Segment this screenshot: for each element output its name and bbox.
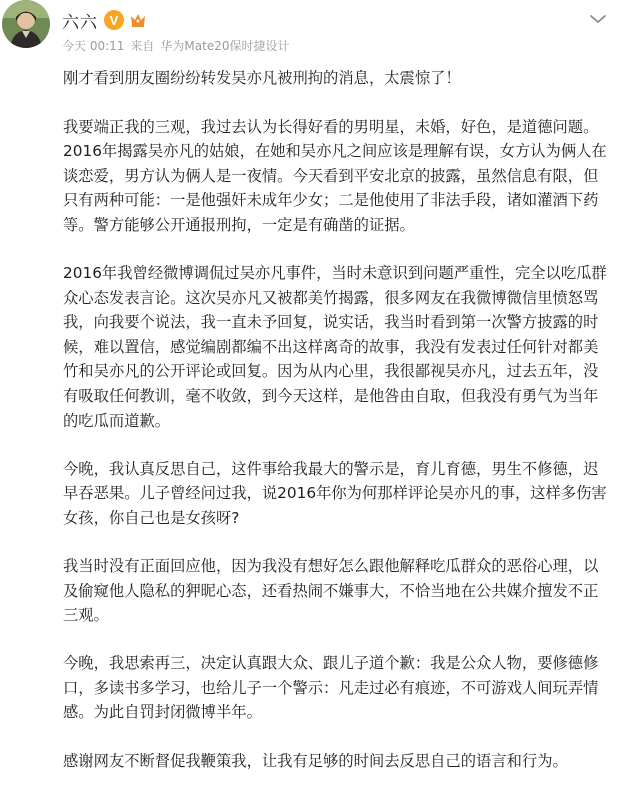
avatar-image xyxy=(2,0,50,48)
paragraph-5: 我当时没有正面回应他，因为我没有想好怎么跟他解释吃瓜群众的恶俗心理，以及偷窥他人隐私的狎昵心态，还看热闹不嫌事大，不恰当地在公共媒介擅发不正三观。 xyxy=(63,557,599,625)
paragraph-4: 今晚，我认真反思自己，这件事给我最大的警示是，育儿育德，男生不修德，迟早吞恶果。儿子曾经问过我，说2016年你为何那样评论吴亦凡的事，这样多伤害女孩，你自己也是女孩呀? xyxy=(63,459,607,527)
paragraph-1: 刚才看到朋友圈纷纷转发吴亦凡被刑拘的消息，太震惊了！ xyxy=(63,69,461,87)
post-meta xyxy=(62,37,290,54)
paragraph-3: 2016年我曾经微博调侃过吴亦凡事件，当时未意识到问题严重性，完全以吃瓜群众心态发表言论。这次吴亦凡又被都美竹揭露，很多网友在我微博微信里愤怒骂我，向我要个说法，我一直未予回复，说实话，我当时看到第一次警方披露的时候，难以置信，感觉编剧都编不出这样离奇的故事，我没有发表过任何针对都美竹和吴亦凡的公开评论或回复。因为从内心里，我很鄙视吴亦凡，过去五年，没有吸取任何教训，毫不收敛，到今天这样，是他咎由自取，但我没有勇气为当年的吃瓜而道歉。 xyxy=(63,264,607,430)
vip-crown-icon xyxy=(128,10,148,30)
post-time: 今天 00:11 xyxy=(62,39,125,53)
author-name[interactable]: 六六 xyxy=(62,12,98,33)
author-row xyxy=(62,8,148,32)
post-header xyxy=(0,0,617,64)
source-prefix: 来自 xyxy=(130,39,155,53)
paragraph-6: 今晚，我思索再三，决定认真跟大众、跟儿子道个歉：我是公众人物，要修德修口，多读书多学习，也给儿子一个警示：凡走过必有痕迹，不可游戏人间玩弄情感。为此自罚封闭微博半年。 xyxy=(63,654,599,722)
post-device[interactable]: 华为Mate20保时捷设计 xyxy=(160,39,290,53)
verified-badge-icon: V xyxy=(104,10,124,30)
paragraph-7: 感谢网友不断督促我鞭策我，让我有足够的时间去反思自己的语言和行为。 xyxy=(63,751,568,770)
chevron-down-icon[interactable] xyxy=(589,10,607,22)
avatar[interactable] xyxy=(2,0,50,48)
post-body xyxy=(63,66,611,797)
paragraph-2: 我要端正我的三观，我过去认为长得好看的男明星，未婚，好色，是道德问题。2016年揭露吴亦凡的姑娘，在她和吴亦凡之间应该是理解有误，女方认为俩人在谈恋爱，男方认为俩人是一夜情。今天看到平安北京的披露，虽然信息有限，但只有两种可能：一是他强奸未成年少女；二是他使用了非法手段，诸如灌酒下药等。警方能够公开通报刑拘，一定是有确凿的证据。 xyxy=(63,117,607,234)
